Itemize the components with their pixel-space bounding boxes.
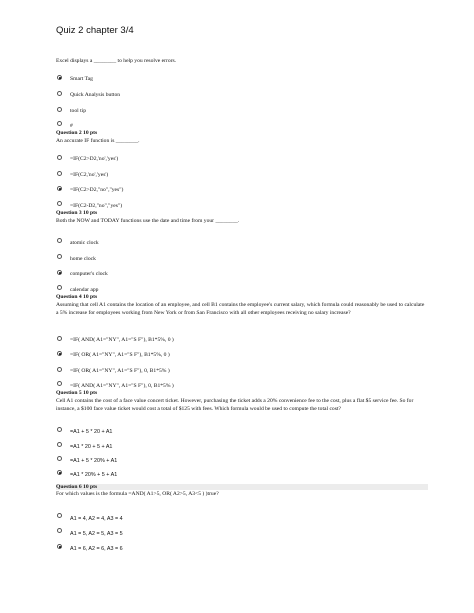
- question-6-header: Question 6 10 pts: [56, 484, 98, 490]
- question-2-text: An accurate IF function is ________.: [56, 138, 140, 144]
- question-4-header: Question 4 10 pts: [56, 294, 98, 300]
- q2-option-1-radio[interactable]: [57, 155, 62, 160]
- q2-option-3-radio[interactable]: [57, 186, 62, 191]
- q1-option-4-radio[interactable]: [57, 121, 62, 126]
- q4-option-2-label: =IF( OR( A1="NY", A1="S F"), B1*5%, 0 ): [70, 352, 170, 358]
- page-title: Quiz 2 chapter 3/4: [56, 25, 134, 36]
- q4-option-1-label: =IF( AND( A1="NY", A1="S F"), B1*5%, 0 ): [70, 337, 174, 343]
- question-4-text: Assuming that cell A1 contains the location of an employee, and cell B1 contains the employee's current salary, which formula could reasonably be used to calculate a 5% increase for employees working from New York or from San Francisco with all other employees receiving no salary increase?: [56, 302, 425, 316]
- q3-option-4-radio[interactable]: [57, 285, 62, 290]
- q4-option-1-radio[interactable]: [57, 336, 62, 341]
- question-1-text: Excel displays a ________ to help you resolve errors.: [56, 58, 177, 64]
- q5-option-3-radio[interactable]: [57, 456, 62, 461]
- q3-option-3-label: computer's clock: [70, 271, 108, 277]
- q4-option-4-label: =IF( AND( A1="NY", A1="S F"), 0, B1*5% ): [70, 383, 174, 389]
- q2-option-3-label: =IF(C2>D2,"no","yes"): [70, 187, 124, 193]
- q4-option-3-radio[interactable]: [57, 367, 62, 372]
- q6-option-3-radio[interactable]: [57, 544, 62, 549]
- q1-option-2-label: Quick Analysis button: [70, 92, 121, 98]
- q1-option-3-label: tool tip: [70, 108, 87, 114]
- question-3-header: Question 3 10 pts: [56, 210, 98, 216]
- q6-option-2-radio[interactable]: [57, 528, 62, 533]
- q3-option-1-label: atomic clock: [70, 240, 99, 246]
- q5-option-4-label: =A1 * 20% + 5 + A1: [70, 472, 118, 478]
- q5-option-3-label: =A1 + 5 * 20% + A1: [70, 458, 118, 464]
- q2-option-2-label: =IF(C2,'no','yes'): [70, 172, 109, 178]
- q4-option-2-radio[interactable]: [57, 351, 62, 356]
- q4-option-3-label: =IF( OR( A1="NY", A1="S F"), 0, B1*5% ): [70, 368, 170, 374]
- q6-option-1-label: A1 = 4, A2 = 4, A3 = 4: [70, 516, 123, 522]
- q1-option-4-label: #: [70, 123, 73, 129]
- q1-option-1-radio[interactable]: [57, 75, 62, 80]
- q3-option-3-radio[interactable]: [57, 270, 62, 275]
- q2-option-1-label: =IF(C2>D2,'no','yes'): [70, 156, 119, 162]
- q6-option-2-label: A1 = 5, A2 = 5, A3 = 5: [70, 531, 123, 537]
- q3-option-4-label: calendar app: [70, 287, 99, 293]
- q3-option-2-radio[interactable]: [57, 254, 62, 259]
- q5-option-2-label: =A1 * 20 + 5 + A1: [70, 444, 113, 450]
- question-2-header: Question 2 10 pts: [56, 130, 98, 136]
- q1-option-1-label: Smart Tag: [70, 76, 93, 82]
- q6-option-3-label: A1 = 6, A2 = 6, A3 = 6: [70, 546, 123, 552]
- question-6-header-bar: [56, 484, 428, 490]
- q1-option-2-radio[interactable]: [57, 91, 62, 96]
- q5-option-4-radio[interactable]: [57, 470, 62, 475]
- q5-option-1-label: =A1 + 5 * 20 + A1: [70, 429, 113, 435]
- q1-option-3-radio[interactable]: [57, 107, 62, 112]
- q4-option-4-radio[interactable]: [57, 381, 62, 386]
- q6-option-1-radio[interactable]: [57, 513, 62, 518]
- question-6-text: For which values is the formula =AND( A1>5, OR( A2>5, A3<5 ) )true?: [56, 491, 219, 497]
- q3-option-2-label: home clock: [70, 256, 96, 262]
- q2-option-4-label: =IF(C2-D2,"no","yes"): [70, 203, 123, 209]
- question-5-text: Cell A1 contains the cost of a face value concert ticket. However, purchasing the ticket adds a 20% convenience fee to the cost, plus a flat $5 service fee. So for instance, a $100 face value ticket would cost a total of $125 with fees. Which formula would be used to compute the total cost?: [56, 398, 414, 412]
- q2-option-2-radio[interactable]: [57, 171, 62, 176]
- q5-option-2-radio[interactable]: [57, 442, 62, 447]
- q2-option-4-radio[interactable]: [57, 201, 62, 206]
- q5-option-1-radio[interactable]: [57, 427, 62, 432]
- q3-option-1-radio[interactable]: [57, 238, 62, 243]
- question-5-header: Question 5 10 pts: [56, 390, 98, 396]
- question-3-text: Both the NOW and TODAY functions use the date and time from your ________.: [56, 218, 240, 224]
